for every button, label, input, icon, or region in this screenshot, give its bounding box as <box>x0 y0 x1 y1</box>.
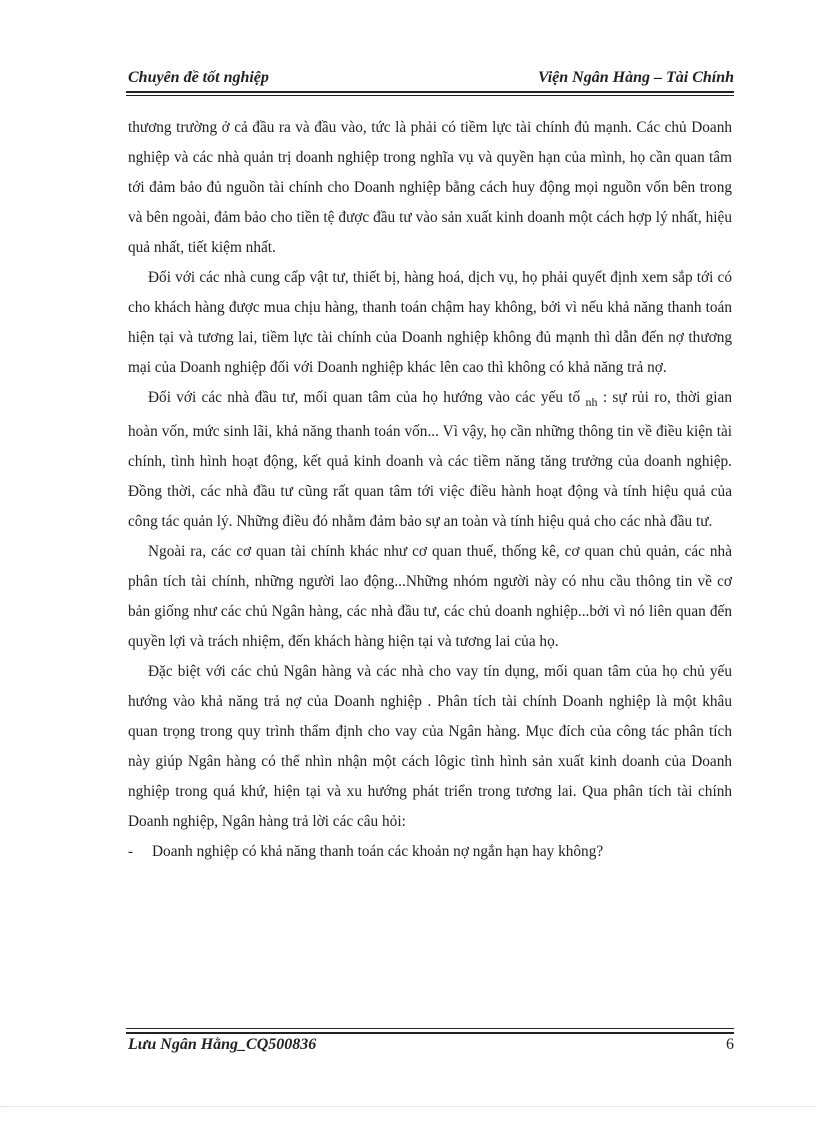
header-title-right: Viện Ngân Hàng – Tài Chính <box>537 69 734 86</box>
page-number: 6 <box>726 1036 734 1053</box>
page-footer <box>128 1036 734 1058</box>
header-rule-thin <box>126 95 734 96</box>
paragraph-2: Đối với các nhà cung cấp vật tư, thiết bị, hàng hoá, dịch vụ, họ phải quyết định xem sắp tới có cho khách hàng được mua chịu hàng, thanh toán chậm hay không, bởi vì nếu khả năng thanh toán hiện tại và tương lai, tiềm lực tài chính của Doanh nghiệp không đủ mạnh thì dẫn đến nợ thương mại của Doanh nghiệp đối với Doanh nghiệp khác lên cao thì không có khả năng trả nợ. <box>128 269 732 376</box>
bullet-item-1-text: Doanh nghiệp có khả năng thanh toán các khoản nợ ngắn hạn hay không? <box>152 843 604 860</box>
page-body <box>128 113 732 867</box>
footer-rule-thin <box>126 1028 734 1029</box>
page-bottom-divider <box>0 1106 816 1107</box>
header-rule-thick <box>126 91 734 93</box>
paragraph-1: thương trường ở cả đầu ra và đầu vào, tức là phải có tiềm lực tài chính đủ mạnh. Các chủ Doanh nghiệp và các nhà quản trị doanh nghiệp trong nghĩa vụ và quyền hạn của mình, họ cần quan tâm tới đảm bảo đủ nguồn tài chính cho Doanh nghiệp bằng cách huy động mọi nguồn vốn bên trong và bên ngoài, đảm bảo cho tiền tệ được đầu tư vào sản xuất kinh doanh một cách hợp lý nhất, hiệu quả nhất, tiết kiệm nhất. <box>128 119 732 256</box>
paragraph-3-text-b: : sự rủi ro, thời gian hoàn vốn, mức sinh lãi, khả năng thanh toán vốn... Vì vậy, họ cần những thông tin về điều kiện tài chính, tình hình hoạt động, kết quả kinh doanh và các tiềm năng tăng trưởng của doanh nghiệp. Đồng thời, các nhà đầu tư cũng rất quan tâm tới việc điều hành hoạt động và tính hiệu quả của công tác quản lý. Những điều đó nhằm đảm bảo sự an toàn và tính hiệu quả cho các nhà đầu tư. <box>128 389 732 530</box>
bullet-item-1 <box>128 837 732 867</box>
paragraph-5: Đặc biệt với các chủ Ngân hàng và các nhà cho vay tín dụng, mối quan tâm của họ chủ yếu hướng vào khả năng trả nợ của Doanh nghiệp . Phân tích tài chính Doanh nghiệp là một khâu quan trọng trong quy trình thẩm định cho vay của Ngân hàng. Mục đích của công tác phân tích này giúp Ngân hàng có thể nhìn nhận một cách lôgic tình hình sản xuất kinh doanh của Doanh nghiệp trong quá khứ, hiện tại và xu hướng phát triển trong tương lai. Qua phân tích tài chính Doanh nghiệp, Ngân hàng trả lời các câu hỏi: <box>128 663 732 830</box>
header-title-left: Chuyên đề tốt nghiệp <box>128 69 269 86</box>
paragraph-4: Ngoài ra, các cơ quan tài chính khác như cơ quan thuế, thống kê, cơ quan chủ quản, các nhà phân tích tài chính, những người lao động...Những nhóm người này có nhu cầu thông tin về cơ bản giống như các chủ Ngân hàng, các nhà đầu tư, các chủ doanh nghiệp...bởi vì nó liên quan đến quyền lợi và trách nhiệm, đến khách hàng hiện tại và tương lai của họ. <box>128 543 732 650</box>
paragraph-3-text-a: Đối với các nhà đầu tư, mối quan tâm của họ hướng vào các yếu tố <box>148 389 586 406</box>
page-header <box>128 66 734 92</box>
paragraph-3 <box>128 383 732 537</box>
paragraph-3-subscript: nh <box>585 395 598 409</box>
footer-author: Lưu Ngân Hằng_CQ500836 <box>128 1036 317 1053</box>
footer-rule-thick <box>126 1032 734 1034</box>
bullet-dash: - <box>128 843 134 860</box>
